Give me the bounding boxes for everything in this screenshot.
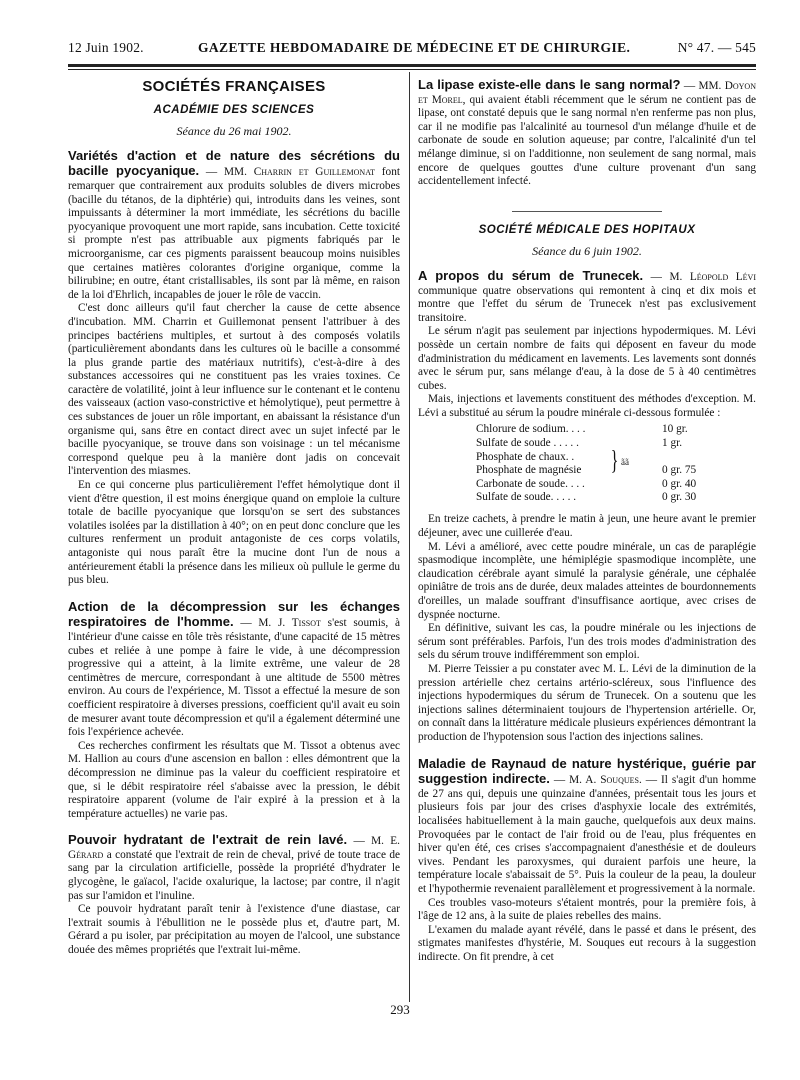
paragraph: Ce pouvoir hydratant paraît tenir à l'existence d'une diastase, car l'extrait soumis à l'ébullition ne le possède plus et, d'autre part, M. Gérard a pu isoler, par précipitation au moyen de l'alcool, une substance douée des mêmes propriétés que l'extrait lui-même. (68, 903, 400, 957)
left-column (68, 76, 400, 958)
article-text: a constaté que l'extrait de rein de cheval, privé de toute trace de sang par la circulation artificielle, possède la propriété d'hydrater le glycogène, le gaïacol, l'acide oxalurique, la lactose; par contre, il n'agit pas sur l'amidon et l'inuline. (68, 848, 401, 902)
formula-row: Phosphate de chaux. . (476, 450, 575, 463)
article-lipase (418, 78, 756, 189)
right-column (418, 76, 756, 964)
article-text: font remarquer que contrairement aux produits solubles de divers microbes (bacille du tétanos, de la diphtérie) qui, introduits dans les veines, sont impuissants à déterminer la mort immédiate, les sécrétions du bacille pyocyanique provoquent une mort rapide, sans incubation. Cette toxicité si prompte n'est pas attribuable aux pigments fabriqués par le microorganisme, car ces pigments paraissent beaucoup moins nuisibles que certaines matières colorantes d'origine organique, comme la bilirubine; en outre, étant cristallisables, ils sont par là même, en raison de la loi d'Ehrlich, incapables de jouer le rôle de vaccin. (68, 166, 400, 301)
article-authors: — MM. Doyon et Morel, (418, 80, 756, 106)
paragraph: En treize cachets, à prendre le matin à jeun, une heure avant le premier déjeuner, avec une cuillerée d'eau. (418, 513, 756, 540)
article-authors: — M. E. Gérard (68, 835, 400, 861)
formula-table (476, 423, 756, 507)
paragraph: Mais, injections et lavements constituent des méthodes d'exception. M. Lévi a substitué au sérum la poudre minérale ci-dessous formulée : (418, 393, 756, 419)
section-separator (512, 211, 662, 212)
paragraph: Le sérum n'agit pas seulement par injections hypodermiques. M. Lévi possède un certain nombre de faits qui déposent en faveur du mode d'administration du médicament en lavements. Les lavements sont donnés avec le sérum pur, sans mélange d'eau, à la dose de 5 à 40 centimètres cubes. (418, 325, 756, 392)
paragraph: En ce qui concerne plus particulièrement l'effet hémolytique dont il vient d'être question, il est moins énergique quand on emploie la culture totale de bacille pyocyanique que lorsqu'on se sert des substances volatiles isolées par la distillation à 40°; on en peut donc conclure que les cultures renferment un produit antagoniste de ces corps volatils, antagoniste qui nous paraît être la mucine dont l'un de nous a antérieurement établi la présence dans les milieux où pullule le germe du pus bleu. (68, 479, 400, 587)
running-header (68, 36, 756, 58)
article-authors: — M. A. Souques. (553, 774, 642, 787)
formula-row: Sulfate de soude . . . . . 1 gr. (476, 437, 683, 450)
subsection-heading: ACADÉMIE DES SCIENCES (153, 103, 315, 116)
paragraph: L'examen du malade ayant révélé, dans le passé et dans le présent, des stigmates manifestes d'hystérie, M. Souques eut recours à la suggestion indirecte. On fit prendre, à cet (418, 923, 756, 963)
formula-row: Carbonate de soude. . . . 0 gr. 40 (476, 477, 697, 490)
formula-aa: ãã (621, 457, 629, 468)
article-title: A propos du sérum de Trunecek. (418, 267, 644, 283)
formula-row: Phosphate de magnésie 0 gr. 75 (476, 464, 697, 477)
header-journal-title: GAZETTE HEBDOMADAIRE DE MÉDECINE ET DE CHIRURGIE. (198, 40, 631, 55)
paragraph: En définitive, suivant les cas, la poudre minérale ou les injections de sérum sont préférables. Parfois, l'un des trois modes d'administration des sels du sérum trouve indifféremment son emploi. (418, 622, 756, 662)
formula-row: Chlorure de sodium. . . . 10 gr. (476, 423, 688, 436)
article-title: La lipase existe-elle dans le sang normal? (418, 77, 681, 92)
paragraph: Ces troubles vaso-moteurs s'étaient montrés, pour la première fois, à l'âge de 12 ans, à la suite de plaies rebelles des mains. (418, 896, 756, 923)
paragraph: M. Pierre Teissier a pu constater avec M. L. Lévi de la diminution de la pression artérielle chez certains artério-scléreux, sous l'influence des injections hypodermiques du sérum de Trunecek. On a soutenu que les injections salines déterminaient toujours de l'hypertension artérielle. Or, on connaît dans la littérature médicale plusieurs expériences démontrant la production de l'hypotension sous l'action des injections salines. (418, 663, 756, 743)
session-date: Séance du 26 mai 1902. (176, 124, 292, 139)
article-authors: — M. Léopold Lévi (650, 270, 756, 283)
session-date: Séance du 6 juin 1902. (532, 244, 642, 259)
article-raynaud (418, 757, 756, 897)
article-text: — Il s'agit d'un homme de 27 ans qui, depuis une quinzaine d'années, présentait tous les jours et plusieurs fois par jour des crises d'asphyxie locale des extrémités, localisées habituellement à la main gauche, quelquefois aux deux mains. Provoquées par le contact de l'air froid ou de l'eau, plus fréquentes en hiver qu'en été, ces crises s'accompagnaient d'anesthésie et de douleurs vives. Pendant les paroxysmes, qui duraient parfois une heure, la température locale s'abaissait de 5°. Puis la couleur de la peau, la douleur et l'hypothermie revenaient parallèlement et progressivement à la normale. (418, 774, 757, 895)
subsection-heading: SOCIÉTÉ MÉDICALE DES HOPITAUX (478, 223, 696, 236)
article-title: Action de la décompression sur les échanges respiratoires de l'homme. (68, 598, 400, 630)
header-rule-thick (68, 64, 756, 67)
header-number: N° 47. — 545 (677, 40, 756, 55)
article-pyocyanique (68, 149, 400, 303)
header-date: 12 Juin 1902. (68, 40, 144, 55)
article-decompression (68, 600, 400, 740)
article-authors: — MM. Charrin et Guillemonat (205, 166, 375, 179)
paragraph: M. Lévi a amélioré, avec cette poudre minérale, un cas de paraplégie spasmodique incomplète, une hémiplégie spasmodique incomplète, une claudication cérébrale ayant simulé la paralysie générale, une céphalée opiniâtre de trois ans de durée, deux malades atteintes de bourdonnements d'oreilles, un malade souffrant d'insuffisance aortique, avec crises de dyspnée nocturne. (418, 540, 756, 621)
page-number: 293 (390, 1002, 410, 1017)
formula-row: Sulfate de soude. . . . . 0 gr. 30 (476, 491, 697, 504)
article-title: Pouvoir hydratant de l'extrait de rein lavé. (68, 832, 348, 848)
article-text: s'est soumis, à l'intérieur d'une caisse en tôle très résistante, d'une capacité de 15 mètres cubes et reliée à une pompe à faire le vide, à une décompression progressive qui a atteint, à la limite extrême, une valeur de 28 centimètres de mercure, correspondant à une altitude de 5500 mètres environ. Au cours de l'expérience, M. Tissot a effectué la mesure de son coefficient respiratoire à diverses pressions, coefficient qu'il avait eu soin de mesurer avant toute décompression et qu'il a également déterminé une fois l'expérience achevée. (68, 617, 401, 739)
article-extrait-rein (68, 833, 400, 903)
article-title: Variétés d'action et de nature des sécrétions du bacille pyocyanique. (68, 147, 400, 179)
article-title: Maladie de Raynaud de nature hystérique, guérie par suggestion indirecte. (418, 755, 756, 787)
paragraph: C'est donc ailleurs qu'il faut chercher la cause de cette absence d'incubation. MM. Charrin et Guillemonat pensent l'attribuer à des principes bactériens multiples, et surtout à des composés volatils (particulièrement abondants dans les cultures où le bacille a consommé la plus grande partie des matériaux nutritifs), c'est-à-dire à des substances accessoires qui ne constituent pas les vraies toxines. Ce caractère de volatilité, joint à leur influence sur le contenant et le contenu des vaisseaux (action vaso-constrictive et hémolytique), peut permettre à ces substances de jouer un rôle important, en abaissant la résistance d'un organisme qui, sans être en contact direct avec un sujet infecté par le bacille pyocyanique, se trouve dans son voisinage : un tel mécanisme correspond quelque peu à la manière dont jadis on concevait l'intervention des miasmes. (68, 302, 400, 478)
article-text: qui avaient établi récemment que le sérum ne contient pas de lipase, ont constaté depuis que le sang normal n'en renferme pas non plus, car il ne modifie pas l'alcalinité au tournesol d'un mélange d'huile et de carbonate de soude en solution aqueuse; par contre, l'alcalinité d'un tel mélange diminue, si on l'additionne, non seulement de sang normal, mais encore de quelques gouttes d'une culture provenant d'un sang accidentellement infecté. (418, 93, 757, 188)
header-rule-thin (68, 69, 756, 70)
article-authors: — M. J. Tissot (240, 617, 321, 630)
article-trunecek (418, 269, 756, 325)
article-text: communique quatre observations qui remontent à cinq et dix mois et montre que l'effet du sérum de Trunecek n'est pas exclusivement transitoire. (418, 284, 756, 324)
paragraph: Ces recherches confirment les résultats que M. Tissot a obtenus avec M. Hallion au cours d'une ascension en ballon : elles démontrent que la décompression ne diminue pas la valeur du coefficient respiratoire et que, si le débit respiratoire réel s'abaisse avec la pression, le débit respiratoire apparent (volume de l'air expiré à la pression et à la température actuelles) ne varie pas. (68, 739, 400, 820)
brace-symbol: } (610, 445, 619, 476)
section-heading: SOCIÉTÉS FRANÇAISES (142, 78, 326, 95)
column-divider (409, 72, 410, 1002)
